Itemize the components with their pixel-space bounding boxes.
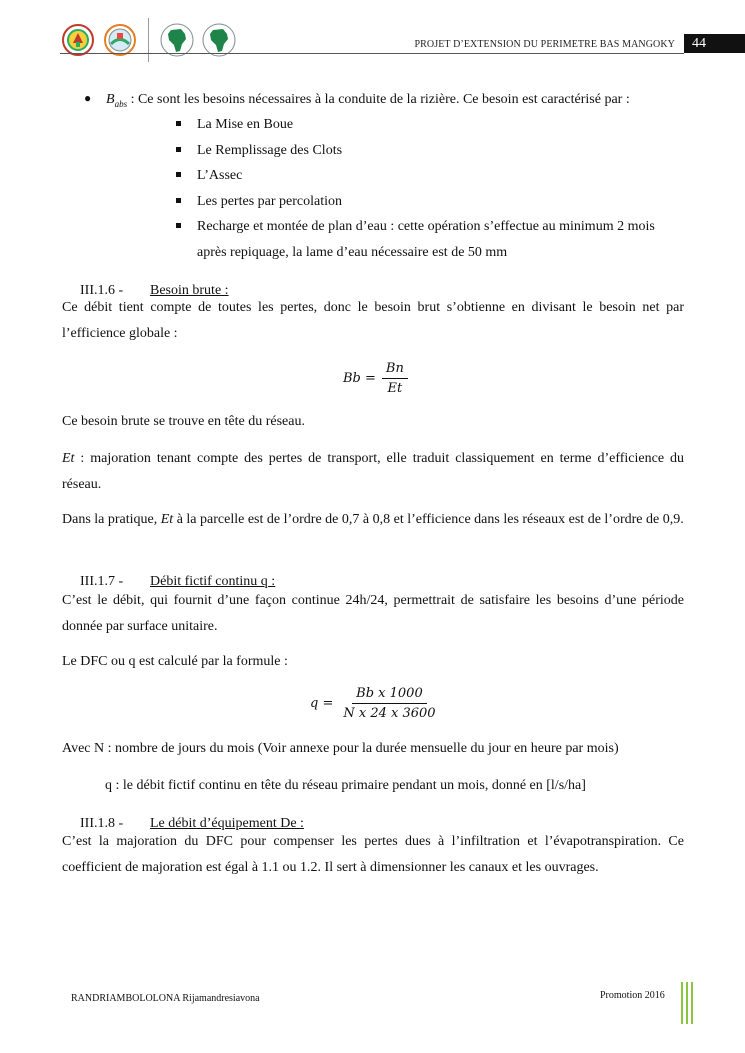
formula-besoin-brut (343, 361, 408, 396)
footer-promotion: Promotion 2016 (600, 990, 665, 1001)
definition-q: q : le débit fictif continu en tête du réseau primaire pendant un mois, donné en [l/s/ha] (105, 778, 586, 793)
formula-lhs: q = (310, 696, 334, 711)
list-item: Les pertes par percolation (176, 189, 686, 215)
babs-symbol: $B_{abs}$ (106, 92, 128, 109)
square-bullet-icon (176, 121, 181, 126)
list-item: L’Assec (176, 163, 686, 189)
logo-separator (148, 18, 149, 62)
debit-equipement-intro: C’est la majoration du DFC pour compenser les pertes dues à l’infiltration et l’évapotranspiration. Ce coefficient de majoration est égal à 1.1 ou 1.2. Il sert à dimensionner les canaux et les ouvrages. (62, 834, 684, 875)
section-number: III.1.6 - (80, 283, 124, 298)
list-item: Le Remplissage des Clots (176, 138, 686, 164)
formula-lhs: Bb = (343, 371, 376, 386)
header-divider (60, 53, 684, 54)
footer-author: RANDRIAMBOLOLONA Rijamandresiavona (71, 993, 260, 1004)
besoin-brute-p1: Ce besoin brute se trouve en tête du réseau. (62, 414, 305, 429)
square-bullet-icon (176, 223, 181, 228)
debit-fictif-p1: Le DFC ou q est calculé par la formule : (62, 654, 288, 669)
formula-numerator: Bb x 1000 (352, 686, 427, 704)
formula-denominator: Et (387, 381, 403, 396)
page-number: 44 (684, 34, 745, 53)
term-et: Et (160, 512, 174, 527)
babs-paragraph: $B_{abs}$ : Ce sont les besoins nécessaires à la conduite de la rizière. Ce besoin est caractérisé par : (106, 92, 630, 109)
babs-items-list (176, 112, 686, 265)
section-title: Besoin brute : (150, 283, 229, 298)
list-item: La Mise en Boue (176, 112, 686, 138)
debit-fictif-intro: C’est le débit, qui fournit d’une façon continue 24h/24, permettrait de satisfaire les besoins d’une période donnée par surface unitaire. (62, 593, 684, 634)
footer-bar (686, 982, 688, 1024)
section-number: III.1.7 - (80, 574, 124, 589)
bullet-icon: ● (84, 91, 92, 105)
list-item: Recharge et montée de plan d’eau : cette opération s’effectue au minimum 2 mois après repiquage, la lame d’eau nécessaire est de 50 mm (176, 214, 686, 265)
formula-fraction (382, 361, 408, 396)
besoin-brute-p3: Dans la pratique, Et à la parcelle est de l’ordre de 0,7 à 0,8 et l’efficience dans les réseaux est de l’ordre de 0,9. (62, 512, 684, 527)
square-bullet-icon (176, 172, 181, 177)
section-title: Débit fictif continu q : (150, 574, 276, 589)
footer-bar (691, 982, 693, 1024)
definition-n: Avec N : nombre de jours du mois (Voir annexe pour la durée mensuelle du jour en heure par mois) (62, 741, 619, 756)
besoin-brute-intro: Ce débit tient compte de toutes les pertes, donc le besoin brut s’obtienne en divisant le besoin net par l’efficience globale : (62, 300, 684, 341)
besoin-brute-p2: Et : majoration tenant compte des pertes de transport, elle traduit classiquement en terme d’efficience du réseau. (62, 451, 684, 492)
square-bullet-icon (176, 198, 181, 203)
formula-denominator: N x 24 x 3600 (343, 706, 436, 721)
formula-debit-fictif (310, 686, 440, 721)
header-title: PROJET D’EXTENSION DU PERIMETRE BAS MANGOKY (414, 39, 675, 50)
section-number: III.1.8 - (80, 816, 124, 831)
formula-fraction (339, 686, 439, 721)
term-et: Et (62, 451, 75, 466)
formula-numerator: Bn (382, 361, 408, 379)
square-bullet-icon (176, 147, 181, 152)
footer-bar (681, 982, 683, 1024)
footer-decoration-bars (681, 982, 693, 1024)
header-logos (60, 18, 237, 62)
section-title: Le débit d’équipement De : (150, 816, 304, 831)
